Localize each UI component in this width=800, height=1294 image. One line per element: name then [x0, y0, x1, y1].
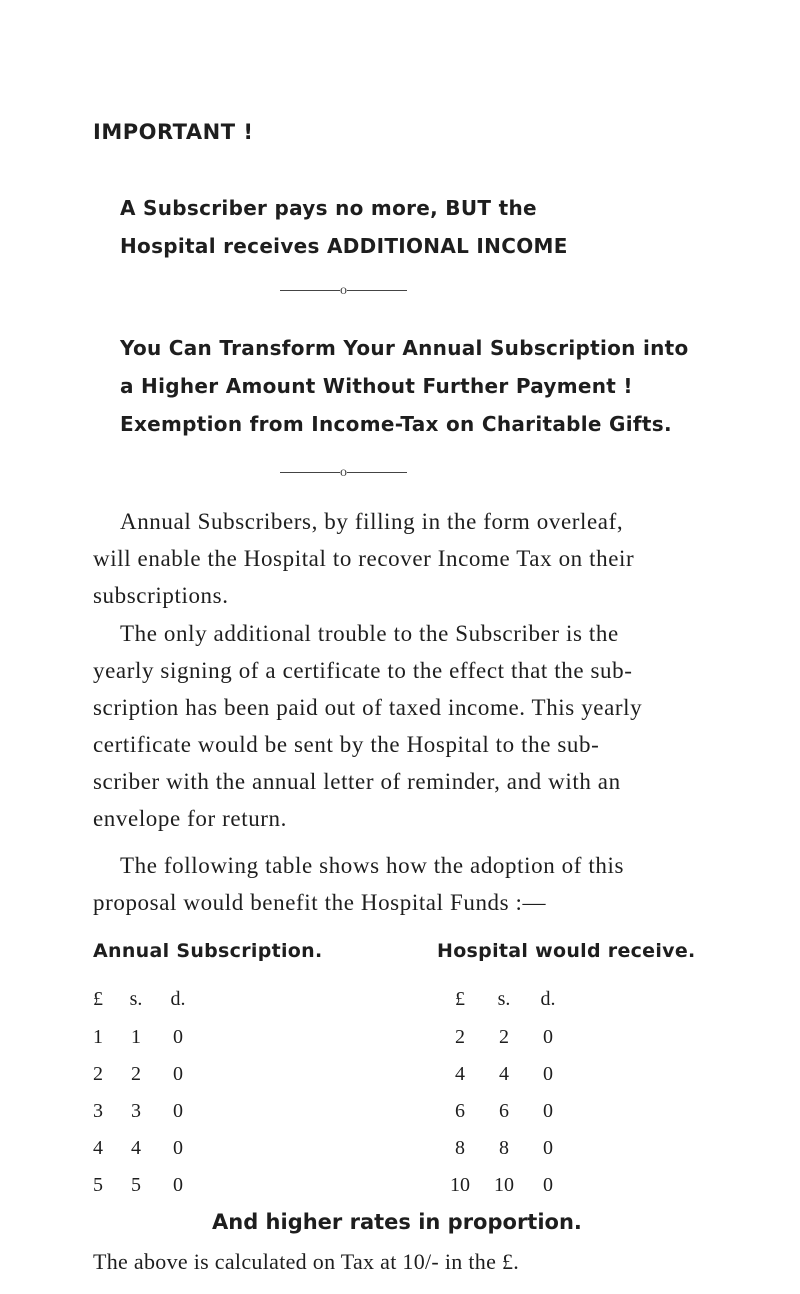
footer-tax-note: The above is calculated on Tax at 10/- in the £.: [93, 1249, 520, 1274]
receive-cell: 8: [455, 1137, 465, 1159]
receive-cell: 0: [543, 1026, 553, 1048]
paragraph-2-line-5: scriber with the annual letter of reminder, and with an: [93, 769, 621, 794]
receive-cell: 4: [455, 1063, 465, 1085]
separator-glyph: o: [340, 465, 347, 480]
subscription-cell: 0: [173, 1100, 183, 1122]
subscription-cell: 3: [93, 1100, 103, 1122]
subscription-cell: 5: [93, 1174, 103, 1196]
receive-cell: 0: [543, 1174, 553, 1196]
separator: [280, 283, 407, 299]
page-heading: IMPORTANT !: [93, 120, 254, 144]
paragraph-1-line-1: Annual Subscribers, by filling in the form overleaf,: [120, 509, 624, 534]
paragraph-1-line-2: will enable the Hospital to recover Income Tax on their: [93, 546, 635, 571]
subscription-cell: 3: [131, 1100, 141, 1122]
paragraph-3-line-1: The following table shows how the adoption of this: [120, 853, 624, 878]
separator: [280, 465, 407, 481]
offer-line-1: You Can Transform Your Annual Subscription into: [120, 336, 689, 360]
table-header-subscription: Annual Subscription.: [93, 940, 323, 962]
subscription-cell: 0: [173, 1174, 183, 1196]
table-header-receive: Hospital would receive.: [437, 940, 696, 962]
subscription-cell: 1: [131, 1026, 141, 1048]
receive-cell: 0: [543, 1137, 553, 1159]
paragraph-3-line-2: proposal would benefit the Hospital Funds :—: [93, 890, 547, 915]
subscription-cell: 0: [173, 1026, 183, 1048]
separator-glyph: o: [340, 283, 347, 298]
offer-line-3: Exemption from Income-Tax on Charitable Gifts.: [120, 412, 672, 436]
receive-cell: 6: [455, 1100, 465, 1122]
subscription-cell: 0: [173, 1137, 183, 1159]
paragraph-2-line-6: envelope for return.: [93, 806, 288, 831]
subscription-cell: 4: [93, 1137, 103, 1159]
unit-label-subscription: £: [93, 988, 103, 1010]
receive-cell: 6: [499, 1100, 509, 1122]
intro-line-2: Hospital receives ADDITIONAL INCOME: [120, 234, 568, 258]
subscription-cell: 0: [173, 1063, 183, 1085]
receive-cell: 2: [499, 1026, 509, 1048]
footer-proportion-note: And higher rates in proportion.: [212, 1210, 582, 1234]
paragraph-2-line-1: The only additional trouble to the Subscriber is the: [120, 621, 619, 646]
subscription-cell: 2: [131, 1063, 141, 1085]
paragraph-2-line-2: yearly signing of a certificate to the effect that the sub-: [93, 658, 633, 683]
unit-label-receive: d.: [540, 988, 556, 1010]
receive-cell: 10: [450, 1174, 470, 1196]
unit-label-receive: s.: [497, 988, 511, 1010]
paragraph-1-line-3: subscriptions.: [93, 583, 229, 608]
paragraph-2-line-3: scription has been paid out of taxed income. This yearly: [93, 695, 643, 720]
subscription-cell: 5: [131, 1174, 141, 1196]
receive-cell: 10: [494, 1174, 514, 1196]
subscription-cell: 2: [93, 1063, 103, 1085]
offer-line-2: a Higher Amount Without Further Payment !: [120, 374, 633, 398]
receive-cell: 4: [499, 1063, 509, 1085]
subscription-cell: 4: [131, 1137, 141, 1159]
intro-line-1: A Subscriber pays no more, BUT the: [120, 196, 537, 220]
receive-cell: 2: [455, 1026, 465, 1048]
receive-cell: 0: [543, 1100, 553, 1122]
receive-cell: 8: [499, 1137, 509, 1159]
paragraph-2-line-4: certificate would be sent by the Hospital to the sub-: [93, 732, 600, 757]
subscription-cell: 1: [93, 1026, 103, 1048]
receive-cell: 0: [543, 1063, 553, 1085]
unit-label-subscription: d.: [170, 988, 186, 1010]
unit-label-subscription: s.: [129, 988, 143, 1010]
unit-label-receive: £: [455, 988, 465, 1010]
